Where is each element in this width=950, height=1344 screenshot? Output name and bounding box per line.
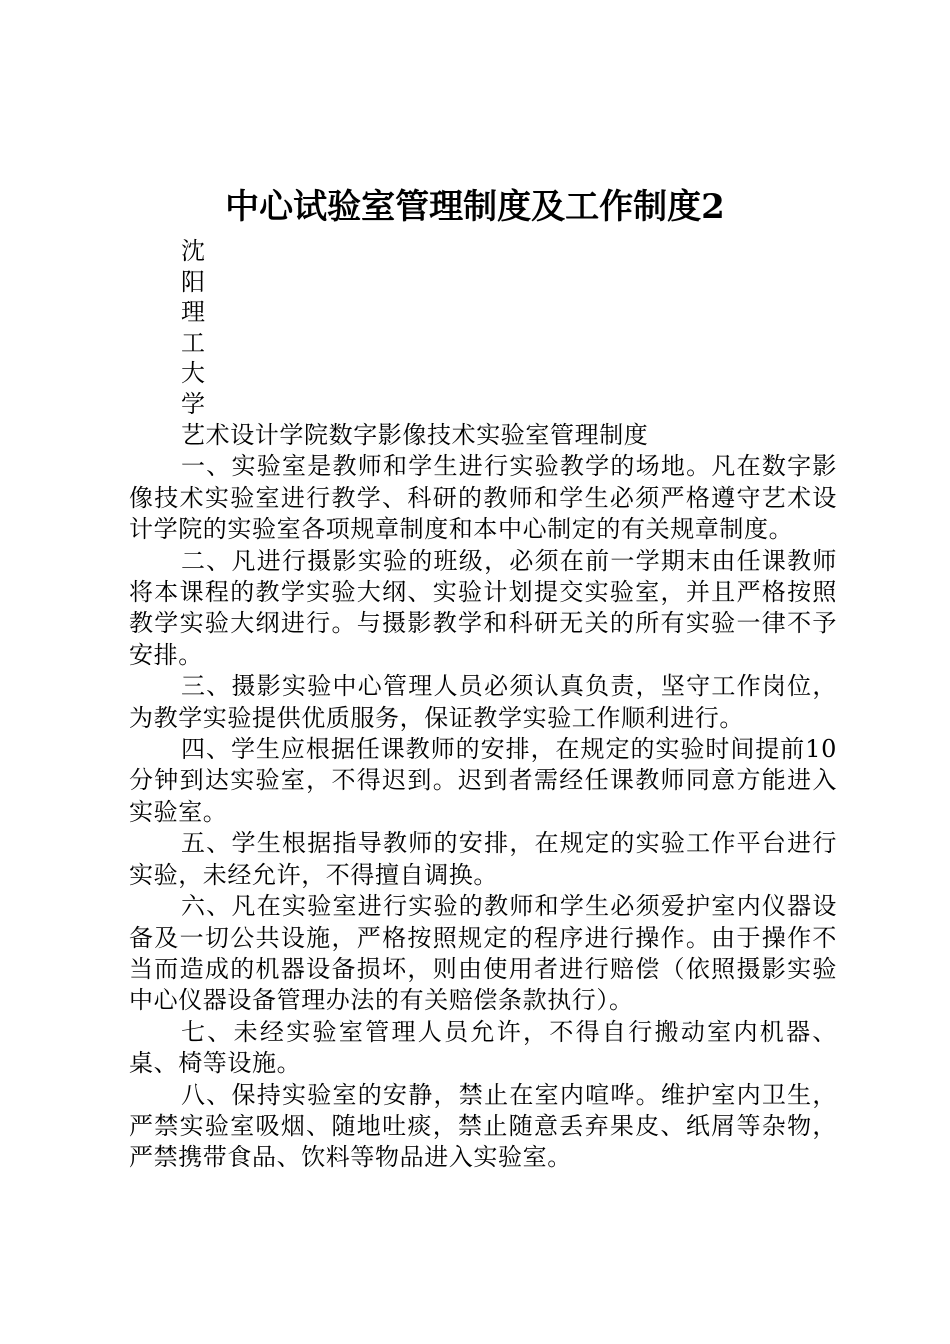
author-char: 阳 [181, 267, 205, 296]
author-char: 工 [181, 328, 205, 357]
author-char: 学 [181, 389, 205, 418]
paragraph: 六、凡在实验室进行实验的教师和学生必须爱护室内仪器设备及一切公共设施，严格按照规定的程序进行操作。由于操作不当而造成的机器设备损坏，则由使用者进行赔偿（依照摄影实验中心仪器设备管理办法的有关赔偿条款执行）。 [129, 892, 837, 1015]
paragraph: 五、学生根据指导教师的安排，在规定的实验工作平台进行实验，未经允许，不得擅自调换。 [129, 829, 837, 889]
paragraph: 七、未经实验室管理人员允许，不得自行搬动室内机器、桌、椅等设施。 [129, 1017, 837, 1078]
author-char: 大 [181, 359, 205, 387]
author-vertical-text [181, 236, 211, 419]
author-char: 理 [181, 298, 205, 326]
document-body [129, 420, 837, 1174]
paragraph: 一、实验室是教师和学生进行实验教学的场地。凡在数字影像技术实验室进行教学、科研的教师和学生必须严格遵守艺术设计学院的实验室各项规章制度和本中心制定的有关规章制度。 [129, 452, 837, 544]
paragraph: 二、凡进行摄影实验的班级，必须在前一学期末由任课教师将本课程的教学实验大纲、实验计划提交实验室，并且严格按照教学实验大纲进行。与摄影教学和科研无关的所有实验一律不予安排。 [129, 546, 837, 669]
document-title: 中心试验室管理制度及工作制度2 [225, 187, 725, 227]
paragraph: 八、保持实验室的安静，禁止在室内喧哗。维护室内卫生，严禁实验室吸烟、随地吐痰，禁止随意丢弃果皮、纸屑等杂物，严禁携带食品、饮料等物品进入实验室。 [129, 1080, 837, 1172]
author-char: 沈 [181, 237, 205, 265]
section-subtitle: 艺术设计学院数字影像技术实验室管理制度 [181, 421, 649, 449]
paragraph: 三、摄影实验中心管理人员必须认真负责，坚守工作岗位，为教学实验提供优质服务，保证教学实验工作顺利进行。 [129, 672, 837, 732]
paragraph: 四、学生应根据任课教师的安排，在规定的实验时间提前10分钟到达实验室，不得迟到。迟到者需经任课教师同意方能进入实验室。 [129, 735, 837, 826]
